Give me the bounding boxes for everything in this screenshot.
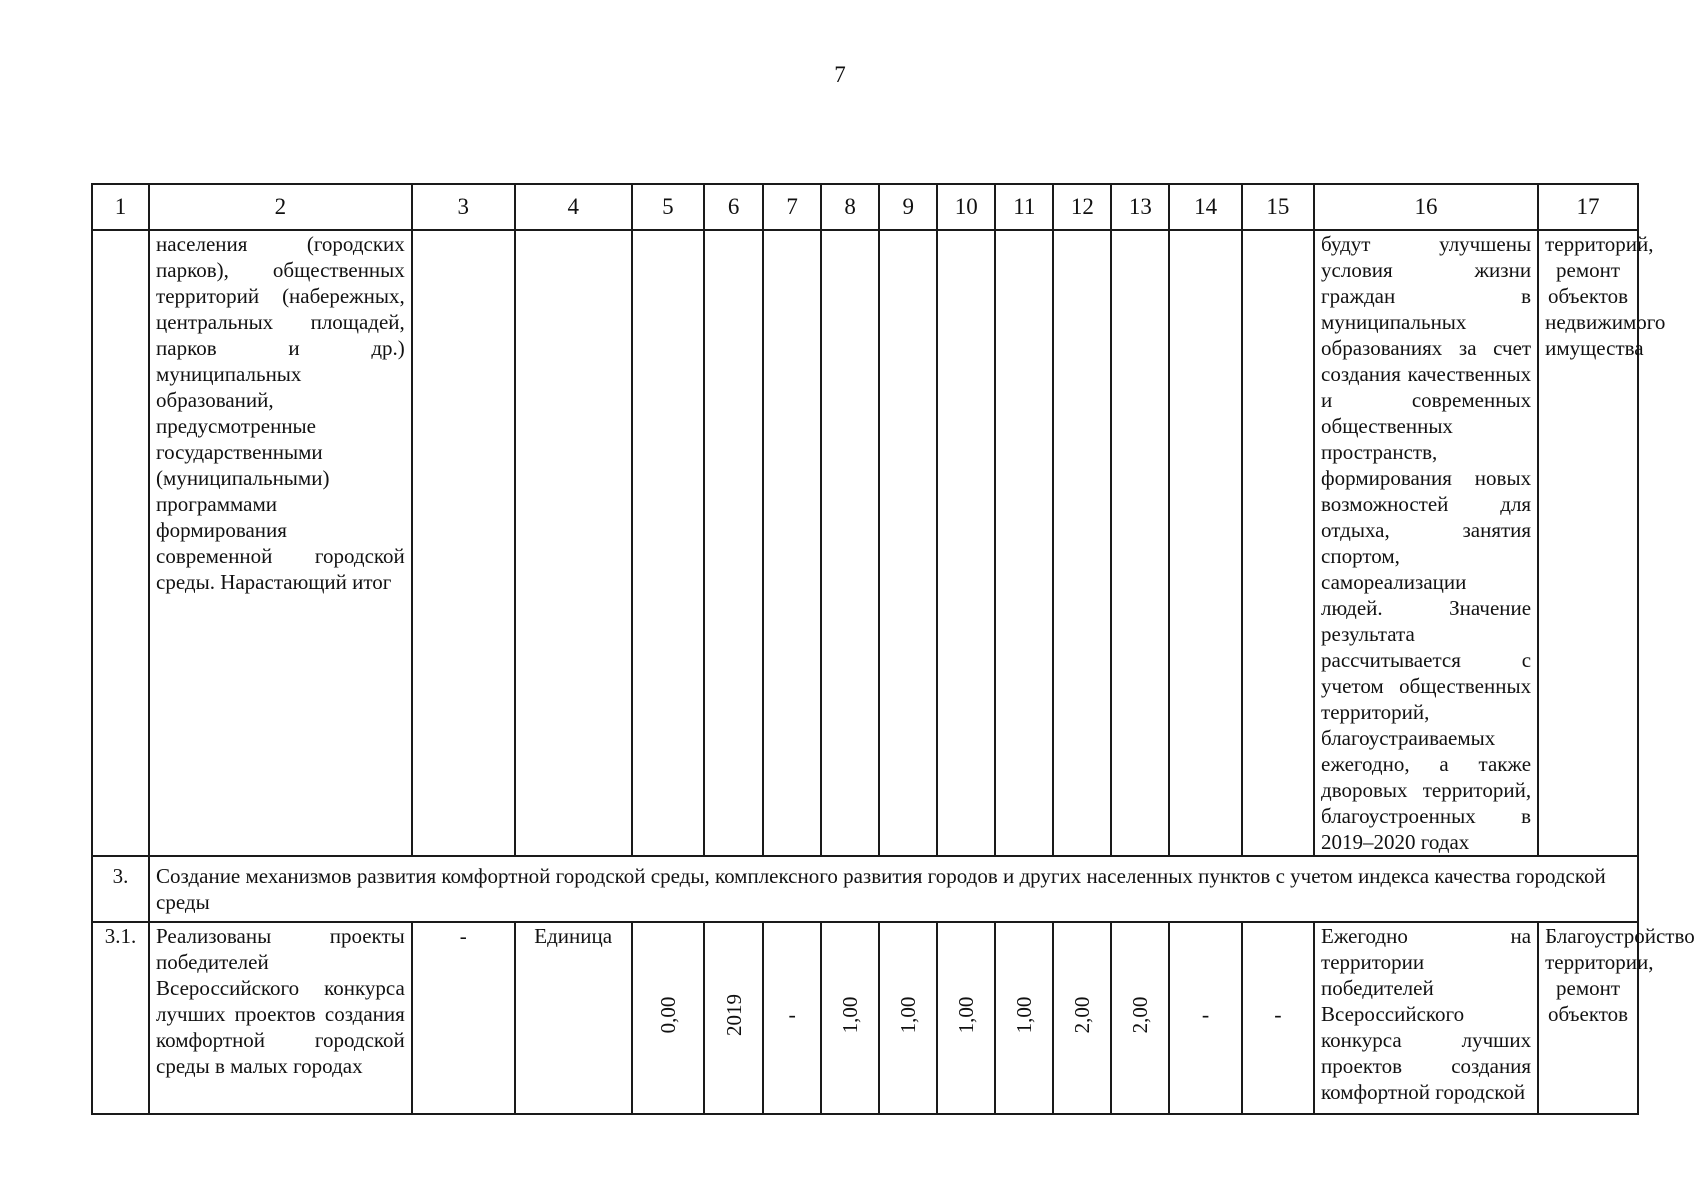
item-base-year-cell [704,922,763,1114]
item-base-value: 0,00 [655,996,680,1034]
item-col11: 1,00 [1012,996,1037,1034]
column-header: 14 [1169,184,1241,230]
column-header: 15 [1242,184,1314,230]
cell-empty [1242,230,1314,856]
cell-empty [763,230,821,856]
column-header: 8 [821,184,879,230]
table-row-item [92,922,1638,1114]
column-header: 10 [937,184,995,230]
item-col12-cell [1053,922,1111,1114]
cell-empty [821,230,879,856]
cell-empty [632,230,704,856]
cell-result-type: территорий, ремонт объектов недвижимого имущества [1538,230,1638,856]
item-number: 3.1. [92,922,149,1114]
item-col10: 1,00 [954,996,979,1034]
item-description: Ежегодно на территории победителей Всероссийского конкурса лучших проектов создания комфортной городской [1314,922,1538,1114]
column-header: 2 [149,184,412,230]
column-header: 16 [1314,184,1538,230]
item-col11-cell [995,922,1053,1114]
item-unit: Единица [515,922,632,1114]
item-col10-cell [937,922,995,1114]
item-col8-cell [821,922,879,1114]
header-row [92,184,1638,230]
column-header: 11 [995,184,1053,230]
item-col8: 1,00 [838,996,863,1034]
column-header: 6 [704,184,763,230]
indicators-table [91,183,1695,1115]
column-header: 3 [412,184,515,230]
column-header: 13 [1111,184,1169,230]
cell-empty [879,230,937,856]
cell-empty [704,230,763,856]
page-number: 7 [834,62,846,87]
column-header: 17 [1538,184,1638,230]
item-result-type: Благоустройство территории, ремонт объектов [1538,922,1638,1114]
item-col3: - [412,922,515,1114]
column-header: 9 [879,184,937,230]
item-col9-cell [879,922,937,1114]
item-col7-cell [763,922,821,1114]
item-col15: - [1274,1002,1282,1027]
cell-description: будут улучшены условия жизни граждан в муниципальных образованиях за счет создания качественных и современных общественных пространств, формирования новых возможностей для отдыха, занятия спортом, самореализации людей. Значение результата рассчитывается с учетом общественных территорий, благоустраиваемых ежегодно, а также дворовых территорий, благоустроенных в 2019–2020 годах [1314,230,1538,856]
section-number: 3. [92,856,149,922]
item-col12: 2,00 [1070,996,1095,1034]
item-col15-cell [1242,922,1314,1114]
cell-empty [937,230,995,856]
cell-empty [92,230,149,856]
item-col9: 1,00 [896,996,921,1034]
item-col13: 2,00 [1128,996,1153,1034]
item-base-value-cell [632,922,704,1114]
cell-empty [1053,230,1111,856]
column-header: 5 [632,184,704,230]
item-col7: - [788,1002,796,1027]
cell-empty [995,230,1053,856]
column-header: 12 [1053,184,1111,230]
cell-indicator-name: населения (городских парков), общественных территорий (набережных, центральных площадей, парков и др.) муниципальных образований, предусмотренные государственными (муниципальными) программами формирования современной городской среды. Нарастающий итог [149,230,412,856]
item-col14-cell [1169,922,1241,1114]
cell-empty [515,230,632,856]
cell-empty [412,230,515,856]
column-header: 7 [763,184,821,230]
column-header: 4 [515,184,632,230]
table-row-continuation [92,230,1638,856]
section-title: Создание механизмов развития комфортной городской среды, комплексного развития городов и других населенных пунктов с учетом индекса качества городской среды [149,856,1638,922]
column-header: 1 [92,184,149,230]
item-col13-cell [1111,922,1169,1114]
item-name: Реализованы проекты победителей Всероссийского конкурса лучших проектов создания комфортной городской среды в малых городах [149,922,412,1114]
item-base-year: 2019 [721,994,746,1036]
cell-empty [1111,230,1169,856]
cell-empty [1169,230,1241,856]
table-row-section [92,856,1638,922]
item-col14: - [1201,1002,1210,1027]
